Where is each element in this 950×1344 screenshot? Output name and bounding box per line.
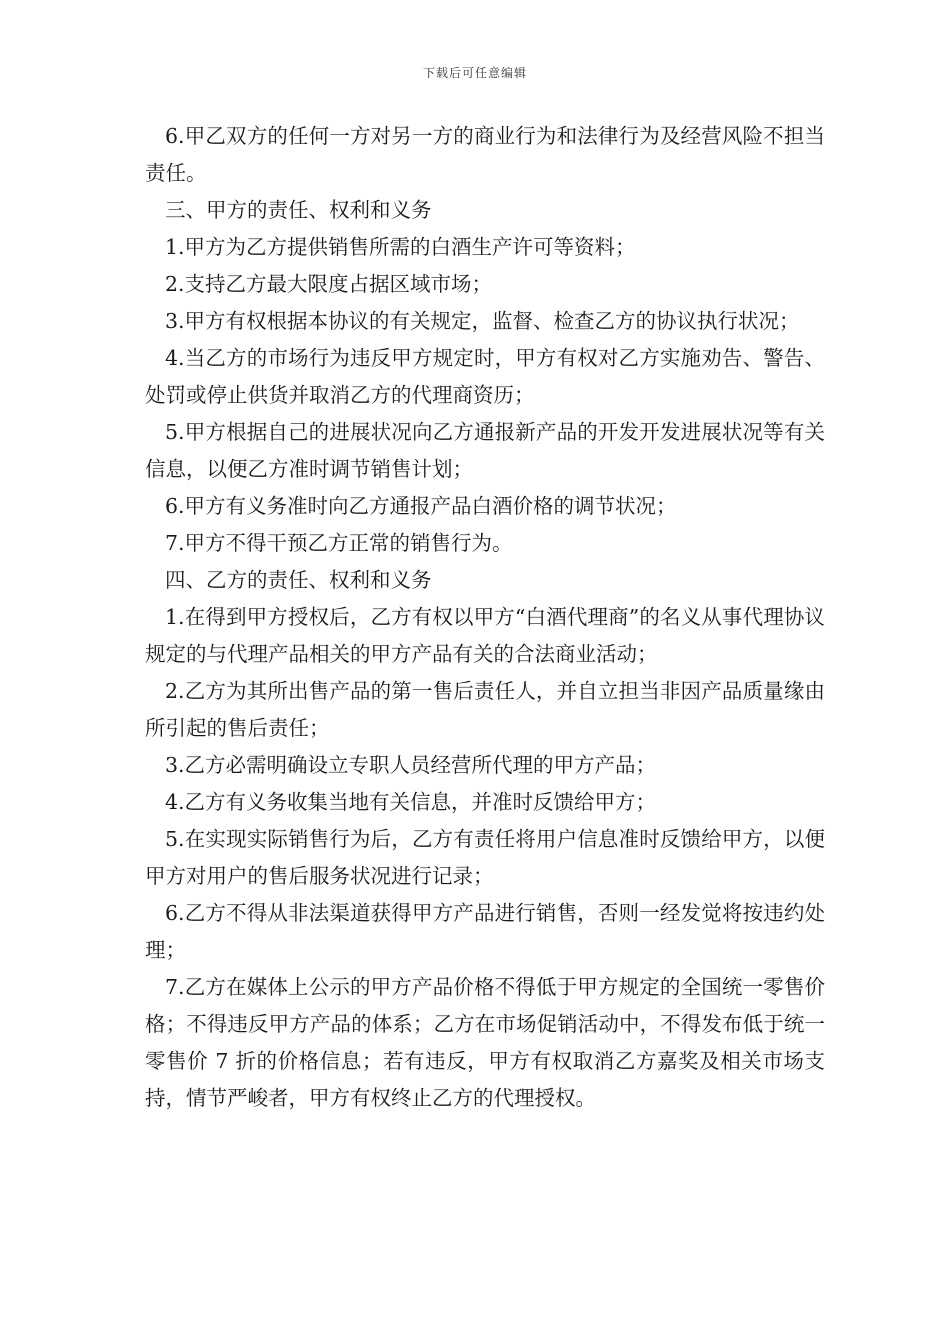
paragraph-clause-3-6: 6.甲方有义务准时向乙方通报产品白酒价格的调节状况； [165, 494, 677, 518]
paragraph-clause-4-5: 5.在实现实际销售行为后，乙方有责任将用户信息准时反馈给甲方，以便甲方对用户的售后服务状况进行记录； [145, 827, 825, 888]
paragraph-clause-3-4: 4.当乙方的市场行为违反甲方规定时，甲方有权对乙方实施劝告、警告、处罚或停止供货并取消乙方的代理商资历； [145, 346, 825, 407]
paragraph-clause-1-6: 6.甲乙双方的任何一方对另一方的商业行为和法律行为及经营风险不担当责任。 [145, 124, 825, 185]
paragraph-clause-4-6: 6.乙方不得从非法渠道获得甲方产品进行销售，否则一经发觉将按违约处理； [145, 901, 825, 962]
paragraph-clause-4-3: 3.乙方必需明确设立专职人员经营所代理的甲方产品； [165, 753, 657, 777]
paragraph-clause-3-3: 3.甲方有权根据本协议的有关规定，监督、检查乙方的协议执行状况； [165, 309, 800, 333]
paragraph-clause-3-7: 7.甲方不得干预乙方正常的销售行为。 [165, 531, 513, 555]
paragraph-clause-4-2: 2.乙方为其所出售产品的第一售后责任人，并自立担当非因产品质量缘由所引起的售后责任； [145, 679, 825, 740]
paragraph-clause-3-5: 5.甲方根据自己的进展状况向乙方通报新产品的开发开发进展状况等有关信息，以便乙方准时调节销售计划； [145, 420, 825, 481]
document-body [145, 118, 825, 1117]
paragraph-clause-4-1: 1.在得到甲方授权后，乙方有权以甲方“白酒代理商”的名义从事代理协议规定的与代理产品相关的甲方产品有关的合法商业活动； [145, 605, 825, 666]
paragraph-clause-4-7: 7.乙方在媒体上公示的甲方产品价格不得低于甲方规定的全国统一零售价格；不得违反甲方产品的体系；乙方在市场促销活动中，不得发布低于统一零售价 7 折的价格信息；若有违反，甲方有权取消乙方嘉奖及相关市场支持，情节严峻者，甲方有权终止乙方的代理授权。 [145, 975, 825, 1110]
paragraph-clause-4-4: 4.乙方有义务收集当地有关信息，并准时反馈给甲方； [165, 790, 657, 814]
page-header: 下载后可任意编辑 [422, 66, 527, 80]
section-heading-4: 四、乙方的责任、权利和义务 [165, 568, 432, 592]
section-heading-3: 三、甲方的责任、权利和义务 [165, 198, 432, 222]
paragraph-clause-3-2: 2.支持乙方最大限度占据区域市场； [165, 272, 493, 296]
paragraph-clause-3-1: 1.甲方为乙方提供销售所需的白酒生产许可等资料； [165, 235, 636, 259]
